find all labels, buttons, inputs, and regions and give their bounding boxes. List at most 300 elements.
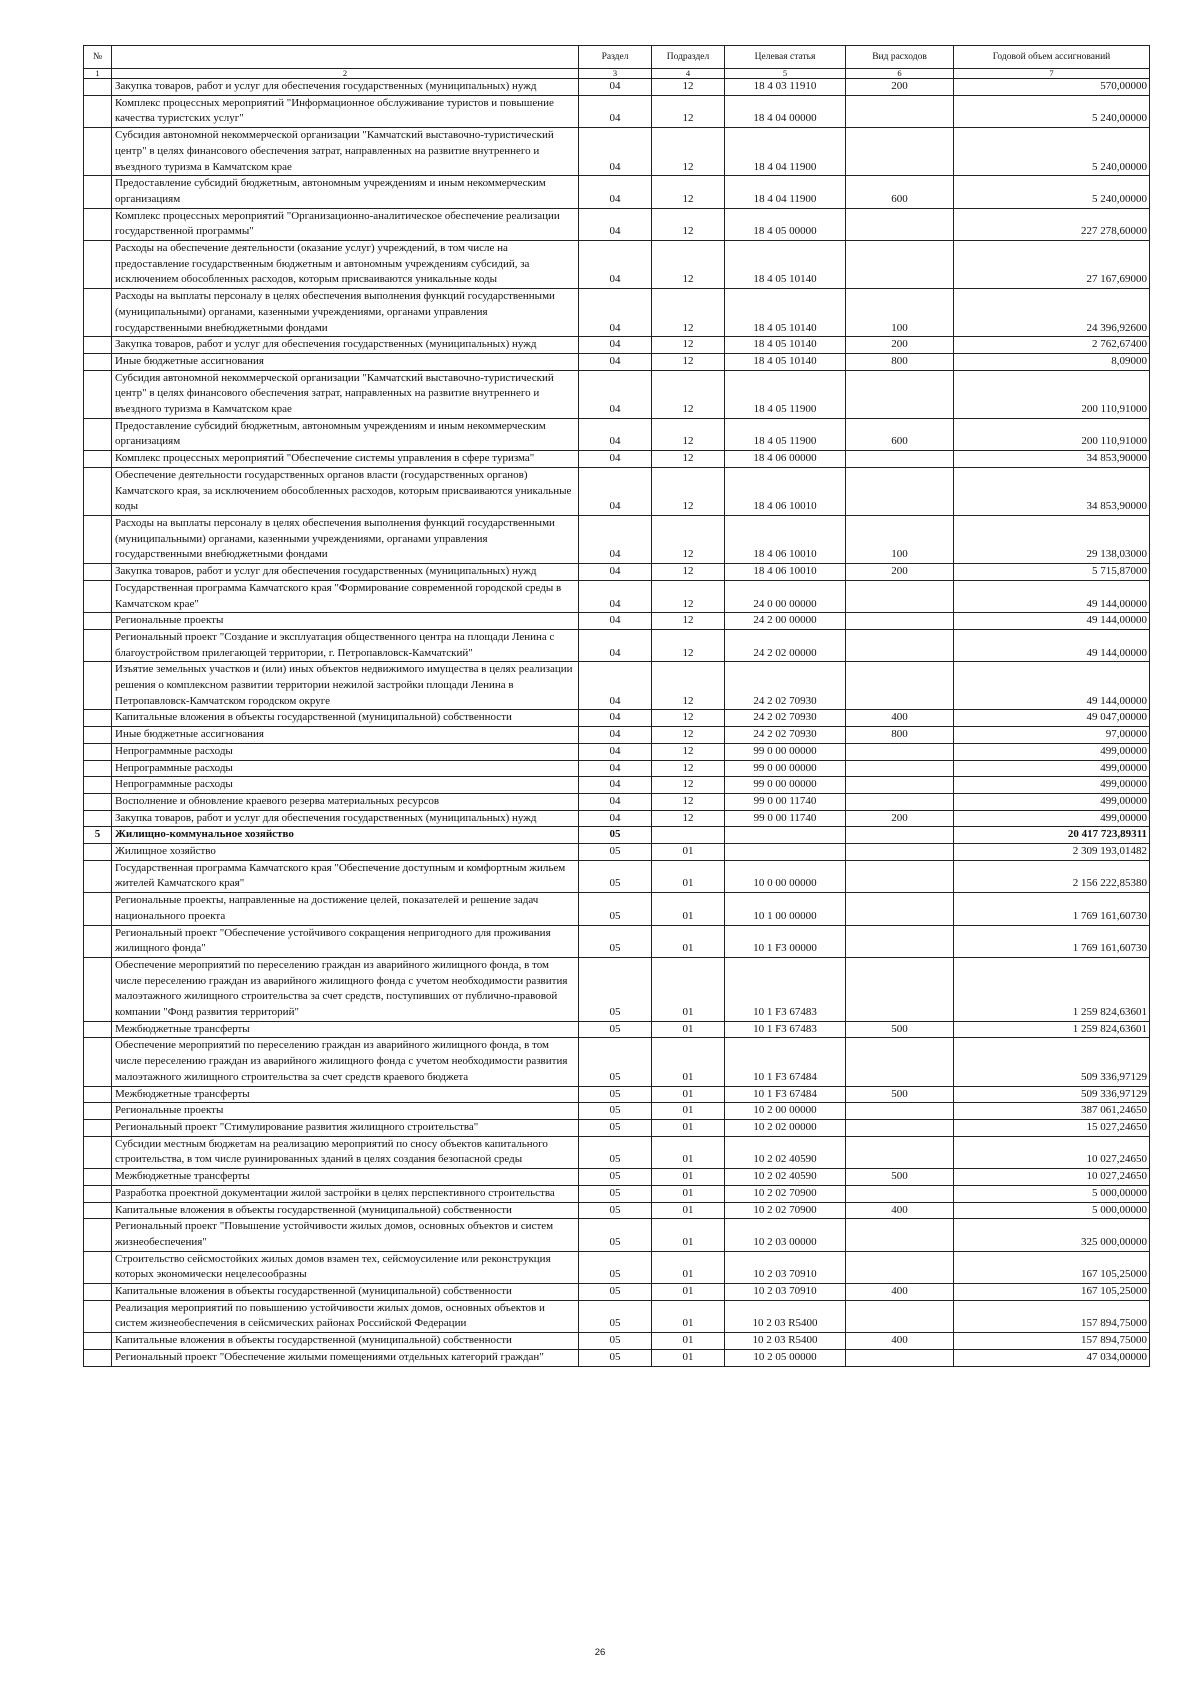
row-number [84, 925, 112, 957]
table-row [84, 337, 1150, 354]
row-number [84, 860, 112, 892]
row-expense-type: 500 [846, 1086, 954, 1103]
table-row [84, 208, 1150, 240]
row-razdel: 05 [579, 827, 652, 844]
row-amount: 2 156 222,85380 [954, 860, 1150, 892]
row-razdel: 04 [579, 580, 652, 612]
row-razdel: 04 [579, 208, 652, 240]
row-target-article: 24 0 00 00000 [725, 580, 846, 612]
row-amount: 47 034,00000 [954, 1349, 1150, 1366]
row-podrazdel: 01 [652, 1219, 725, 1251]
row-number [84, 1349, 112, 1366]
row-expense-type [846, 957, 954, 1021]
header-index-3: 3 [579, 69, 652, 79]
row-target-article: 24 2 02 00000 [725, 629, 846, 661]
row-name: Обеспечение мероприятий по переселению граждан из аварийного жилищного фонда, в том числе переселению граждан из аварийного жилищного фонда с учетом необходимости развития малоэтажного жилищного строительства за счет средств краевого бюджета [112, 1038, 579, 1086]
table-row [84, 629, 1150, 661]
row-podrazdel: 12 [652, 515, 725, 563]
row-podrazdel: 12 [652, 710, 725, 727]
table-row [84, 451, 1150, 468]
row-target-article: 10 1 00 00000 [725, 893, 846, 925]
table-row [84, 353, 1150, 370]
row-podrazdel: 12 [652, 662, 725, 710]
row-amount: 20 417 723,89311 [954, 827, 1150, 844]
row-name: Расходы на выплаты персоналу в целях обеспечения выполнения функций государственными (муниципальными) органами, казенными учреждениями, органами управления государственными внебюджетными фондами [112, 289, 579, 337]
row-name: Расходы на выплаты персоналу в целях обеспечения выполнения функций государственными (муниципальными) органами, казенными учреждениями, органами управления государственными внебюджетными фондами [112, 515, 579, 563]
row-name: Непрограммные расходы [112, 760, 579, 777]
row-podrazdel: 12 [652, 777, 725, 794]
row-expense-type [846, 1300, 954, 1332]
row-name: Субсидии местным бюджетам на реализацию мероприятий по сносу объектов капитального строительства, в том числе руинированных зданий в целях создания безопасной среды [112, 1136, 579, 1168]
row-podrazdel: 01 [652, 1251, 725, 1283]
header-podrazdel: Подраздел [652, 46, 725, 69]
row-amount: 49 144,00000 [954, 662, 1150, 710]
row-amount: 49 047,00000 [954, 710, 1150, 727]
table-row [84, 467, 1150, 515]
row-razdel: 04 [579, 337, 652, 354]
table-row [84, 1185, 1150, 1202]
table-row [84, 1086, 1150, 1103]
table-body [84, 79, 1150, 1367]
row-name: Капитальные вложения в объекты государственной (муниципальной) собственности [112, 1284, 579, 1301]
row-number [84, 370, 112, 418]
row-amount: 49 144,00000 [954, 629, 1150, 661]
row-amount: 29 138,03000 [954, 515, 1150, 563]
row-target-article: 10 0 00 00000 [725, 860, 846, 892]
row-number [84, 1333, 112, 1350]
row-razdel: 05 [579, 957, 652, 1021]
row-number [84, 353, 112, 370]
row-expense-type [846, 241, 954, 289]
table-row [84, 1103, 1150, 1120]
row-razdel: 04 [579, 451, 652, 468]
row-amount: 34 853,90000 [954, 451, 1150, 468]
budget-table-sheet [83, 45, 1149, 1367]
row-expense-type [846, 760, 954, 777]
row-target-article: 10 2 03 70910 [725, 1284, 846, 1301]
row-number [84, 289, 112, 337]
row-razdel: 04 [579, 289, 652, 337]
row-name: Закупка товаров, работ и услуг для обеспечения государственных (муниципальных) нужд [112, 810, 579, 827]
row-expense-type: 800 [846, 727, 954, 744]
row-target-article: 10 1 F3 00000 [725, 925, 846, 957]
row-amount: 8,09000 [954, 353, 1150, 370]
row-amount: 5 000,00000 [954, 1185, 1150, 1202]
row-name: Реализация мероприятий по повышению устойчивости жилых домов, основных объектов и систем жизнеобеспечения в сейсмических районах Российской Федерации [112, 1300, 579, 1332]
table-row [84, 176, 1150, 208]
row-podrazdel: 12 [652, 793, 725, 810]
row-amount: 167 105,25000 [954, 1284, 1150, 1301]
row-target-article [725, 844, 846, 861]
row-expense-type [846, 451, 954, 468]
row-target-article: 24 2 02 70930 [725, 727, 846, 744]
row-name: Капитальные вложения в объекты государственной (муниципальной) собственности [112, 1333, 579, 1350]
row-expense-type: 600 [846, 176, 954, 208]
row-target-article: 10 1 F3 67483 [725, 957, 846, 1021]
row-number [84, 1219, 112, 1251]
row-target-article: 18 4 05 10140 [725, 241, 846, 289]
row-podrazdel: 12 [652, 353, 725, 370]
row-name: Обеспечение деятельности государственных органов власти (государственных органов) Камчатского края, за исключением обособленных расходов, которым присваиваются уникальные коды [112, 467, 579, 515]
row-expense-type [846, 1038, 954, 1086]
table-row [84, 743, 1150, 760]
table-row [84, 241, 1150, 289]
header-number: № [84, 46, 112, 69]
row-razdel: 05 [579, 1169, 652, 1186]
row-amount: 499,00000 [954, 743, 1150, 760]
row-razdel: 05 [579, 1086, 652, 1103]
row-razdel: 05 [579, 893, 652, 925]
row-razdel: 04 [579, 467, 652, 515]
row-amount: 2 309 193,01482 [954, 844, 1150, 861]
table-row [84, 710, 1150, 727]
row-name: Обеспечение мероприятий по переселению граждан из аварийного жилищного фонда, в том числе переселению граждан из аварийного жилищного фонда с учетом необходимости развития малоэтажного жилищного строительства за счет средств, поступивших от публично-правовой компании "Фонд развития территорий" [112, 957, 579, 1021]
row-name: Иные бюджетные ассигнования [112, 727, 579, 744]
row-razdel: 04 [579, 79, 652, 96]
row-podrazdel: 12 [652, 418, 725, 450]
row-expense-type [846, 925, 954, 957]
row-expense-type [846, 1185, 954, 1202]
row-expense-type [846, 1136, 954, 1168]
row-target-article: 99 0 00 00000 [725, 777, 846, 794]
row-target-article: 18 4 05 11900 [725, 418, 846, 450]
row-razdel: 05 [579, 925, 652, 957]
row-amount: 49 144,00000 [954, 613, 1150, 630]
row-target-article: 18 4 05 11900 [725, 370, 846, 418]
row-expense-type [846, 827, 954, 844]
row-podrazdel: 01 [652, 860, 725, 892]
row-number [84, 629, 112, 661]
row-razdel: 04 [579, 810, 652, 827]
row-amount: 499,00000 [954, 760, 1150, 777]
header-name [112, 46, 579, 69]
row-amount: 10 027,24650 [954, 1136, 1150, 1168]
row-number [84, 1251, 112, 1283]
row-podrazdel: 01 [652, 1086, 725, 1103]
row-razdel: 05 [579, 1333, 652, 1350]
row-amount: 15 027,24650 [954, 1120, 1150, 1137]
row-expense-type: 800 [846, 353, 954, 370]
row-name: Предоставление субсидий бюджетным, автономным учреждениям и иным некоммерческим организациям [112, 176, 579, 208]
row-target-article: 18 4 06 10010 [725, 564, 846, 581]
row-target-article: 18 4 03 11910 [725, 79, 846, 96]
row-name: Государственная программа Камчатского края "Обеспечение доступным и комфортным жильем жителей Камчатского края" [112, 860, 579, 892]
row-number [84, 1284, 112, 1301]
row-razdel: 04 [579, 370, 652, 418]
row-amount: 509 336,97129 [954, 1086, 1150, 1103]
row-podrazdel: 01 [652, 1136, 725, 1168]
table-row [84, 893, 1150, 925]
table-row [84, 1202, 1150, 1219]
row-target-article: 18 4 06 00000 [725, 451, 846, 468]
row-name: Межбюджетные трансферты [112, 1169, 579, 1186]
header-expense-type: Вид расходов [846, 46, 954, 69]
row-target-article: 10 2 02 70900 [725, 1202, 846, 1219]
row-amount: 509 336,97129 [954, 1038, 1150, 1086]
table-row [84, 418, 1150, 450]
row-number [84, 810, 112, 827]
row-target-article: 99 0 00 11740 [725, 793, 846, 810]
row-amount: 49 144,00000 [954, 580, 1150, 612]
row-expense-type [846, 1103, 954, 1120]
row-expense-type: 500 [846, 1021, 954, 1038]
table-row [84, 827, 1150, 844]
row-number [84, 1103, 112, 1120]
row-expense-type: 600 [846, 418, 954, 450]
header-razdel: Раздел [579, 46, 652, 69]
row-target-article [725, 827, 846, 844]
row-name: Восполнение и обновление краевого резерва материальных ресурсов [112, 793, 579, 810]
row-target-article: 18 4 05 00000 [725, 208, 846, 240]
row-target-article: 99 0 00 00000 [725, 760, 846, 777]
header-target-article: Целевая статья [725, 46, 846, 69]
row-expense-type: 400 [846, 1333, 954, 1350]
row-number [84, 79, 112, 96]
row-podrazdel: 12 [652, 629, 725, 661]
row-number [84, 957, 112, 1021]
table-row [84, 128, 1150, 176]
table-row [84, 613, 1150, 630]
row-name: Региональный проект "Создание и эксплуатация общественного центра на площади Ленина с благоустройством прилегающей территории, г. Петропавловск-Камчатский" [112, 629, 579, 661]
row-name: Непрограммные расходы [112, 743, 579, 760]
row-podrazdel: 12 [652, 760, 725, 777]
row-amount: 1 259 824,63601 [954, 1021, 1150, 1038]
row-podrazdel: 01 [652, 893, 725, 925]
row-target-article: 18 4 05 10140 [725, 353, 846, 370]
row-number [84, 337, 112, 354]
row-amount: 227 278,60000 [954, 208, 1150, 240]
row-name: Комплекс процессных мероприятий "Информационное обслуживание туристов и повышение качества туристских услуг" [112, 95, 579, 127]
table-row [84, 957, 1150, 1021]
row-razdel: 04 [579, 793, 652, 810]
header-index-2: 2 [112, 69, 579, 79]
row-expense-type [846, 860, 954, 892]
row-expense-type [846, 1219, 954, 1251]
row-name: Межбюджетные трансферты [112, 1086, 579, 1103]
row-razdel: 05 [579, 1185, 652, 1202]
header-annual-amount: Годовой объем ассигнований [954, 46, 1150, 69]
row-expense-type [846, 580, 954, 612]
row-podrazdel: 12 [652, 370, 725, 418]
row-razdel: 04 [579, 241, 652, 289]
row-number [84, 710, 112, 727]
row-podrazdel: 12 [652, 95, 725, 127]
row-expense-type: 200 [846, 810, 954, 827]
row-podrazdel: 12 [652, 580, 725, 612]
table-row [84, 79, 1150, 96]
row-name: Закупка товаров, работ и услуг для обеспечения государственных (муниципальных) нужд [112, 337, 579, 354]
row-amount: 157 894,75000 [954, 1300, 1150, 1332]
row-expense-type [846, 128, 954, 176]
row-name: Региональные проекты, направленные на достижение целей, показателей и решение задач национального проекта [112, 893, 579, 925]
row-podrazdel: 01 [652, 1120, 725, 1137]
row-razdel: 04 [579, 629, 652, 661]
row-target-article: 10 2 00 00000 [725, 1103, 846, 1120]
row-target-article: 18 4 04 11900 [725, 128, 846, 176]
row-razdel: 05 [579, 860, 652, 892]
row-number [84, 1120, 112, 1137]
row-number [84, 451, 112, 468]
row-podrazdel: 01 [652, 1333, 725, 1350]
row-number [84, 418, 112, 450]
table-row [84, 515, 1150, 563]
table-row [84, 1333, 1150, 1350]
table-row [84, 1169, 1150, 1186]
table-row [84, 1219, 1150, 1251]
row-amount: 499,00000 [954, 777, 1150, 794]
row-podrazdel: 01 [652, 1300, 725, 1332]
row-razdel: 05 [579, 1103, 652, 1120]
row-razdel: 04 [579, 418, 652, 450]
table-row [84, 1284, 1150, 1301]
row-target-article: 10 2 02 40590 [725, 1169, 846, 1186]
row-name: Капитальные вложения в объекты государственной (муниципальной) собственности [112, 710, 579, 727]
table-row [84, 1300, 1150, 1332]
row-number [84, 1086, 112, 1103]
row-number [84, 844, 112, 861]
row-podrazdel: 12 [652, 337, 725, 354]
row-expense-type: 500 [846, 1169, 954, 1186]
row-amount: 499,00000 [954, 793, 1150, 810]
row-number [84, 613, 112, 630]
row-name: Непрограммные расходы [112, 777, 579, 794]
table-row [84, 1136, 1150, 1168]
row-name: Строительство сейсмостойких жилых домов взамен тех, сейсмоусиление или реконструкция которых экономически нецелесообразны [112, 1251, 579, 1283]
row-target-article: 18 4 04 00000 [725, 95, 846, 127]
row-podrazdel: 12 [652, 451, 725, 468]
table-row [84, 1120, 1150, 1137]
row-number [84, 176, 112, 208]
row-amount: 34 853,90000 [954, 467, 1150, 515]
row-name: Капитальные вложения в объекты государственной (муниципальной) собственности [112, 1202, 579, 1219]
row-number [84, 1185, 112, 1202]
row-podrazdel: 12 [652, 467, 725, 515]
row-expense-type [846, 370, 954, 418]
row-number [84, 777, 112, 794]
row-expense-type [846, 613, 954, 630]
row-target-article: 10 2 02 70900 [725, 1185, 846, 1202]
row-amount: 387 061,24650 [954, 1103, 1150, 1120]
row-number [84, 1300, 112, 1332]
row-amount: 5 240,00000 [954, 128, 1150, 176]
row-number [84, 208, 112, 240]
row-podrazdel: 12 [652, 743, 725, 760]
row-expense-type: 100 [846, 515, 954, 563]
row-amount: 10 027,24650 [954, 1169, 1150, 1186]
row-podrazdel: 01 [652, 1185, 725, 1202]
row-number [84, 793, 112, 810]
row-target-article: 99 0 00 00000 [725, 743, 846, 760]
row-name: Государственная программа Камчатского края "Формирование современной городской среды в Камчатском крае" [112, 580, 579, 612]
row-podrazdel: 12 [652, 208, 725, 240]
row-amount: 570,00000 [954, 79, 1150, 96]
row-amount: 200 110,91000 [954, 418, 1150, 450]
row-expense-type [846, 793, 954, 810]
row-number [84, 95, 112, 127]
row-target-article: 10 2 02 00000 [725, 1120, 846, 1137]
page-number: 26 [594, 1647, 606, 1658]
header-index-7: 7 [954, 69, 1150, 79]
row-number [84, 128, 112, 176]
row-number: 5 [84, 827, 112, 844]
row-name: Иные бюджетные ассигнования [112, 353, 579, 370]
row-target-article: 99 0 00 11740 [725, 810, 846, 827]
budget-table [83, 45, 1150, 1367]
row-expense-type [846, 629, 954, 661]
row-amount: 499,00000 [954, 810, 1150, 827]
row-name: Разработка проектной документации жилой застройки в целях перспективного строительства [112, 1185, 579, 1202]
row-razdel: 05 [579, 1136, 652, 1168]
row-podrazdel: 12 [652, 79, 725, 96]
row-name: Предоставление субсидий бюджетным, автономным учреждениям и иным некоммерческим организациям [112, 418, 579, 450]
row-name: Жилищно-коммунальное хозяйство [112, 827, 579, 844]
row-expense-type [846, 844, 954, 861]
row-expense-type [846, 777, 954, 794]
row-razdel: 04 [579, 727, 652, 744]
table-row [84, 564, 1150, 581]
table-row [84, 1021, 1150, 1038]
row-expense-type [846, 1120, 954, 1137]
row-number [84, 467, 112, 515]
row-target-article: 10 1 F3 67484 [725, 1038, 846, 1086]
row-expense-type [846, 743, 954, 760]
header-index-4: 4 [652, 69, 725, 79]
row-amount: 167 105,25000 [954, 1251, 1150, 1283]
row-expense-type: 100 [846, 289, 954, 337]
row-name: Межбюджетные трансферты [112, 1021, 579, 1038]
table-row [84, 580, 1150, 612]
row-podrazdel: 12 [652, 128, 725, 176]
row-target-article: 10 2 05 00000 [725, 1349, 846, 1366]
row-podrazdel: 12 [652, 564, 725, 581]
row-target-article: 10 1 F3 67484 [725, 1086, 846, 1103]
row-number [84, 1038, 112, 1086]
row-name: Региональные проекты [112, 1103, 579, 1120]
row-razdel: 05 [579, 1251, 652, 1283]
row-expense-type: 400 [846, 1202, 954, 1219]
row-podrazdel: 12 [652, 241, 725, 289]
row-name: Закупка товаров, работ и услуг для обеспечения государственных (муниципальных) нужд [112, 564, 579, 581]
row-name: Субсидия автономной некоммерческой организации "Камчатский выставочно-туристический центр" в целях финансового обеспечения затрат, направленных на развитие внутреннего и въездного туризма в Камчатском крае [112, 370, 579, 418]
row-amount: 325 000,00000 [954, 1219, 1150, 1251]
row-number [84, 580, 112, 612]
row-name: Расходы на обеспечение деятельности (оказание услуг) учреждений, в том числе на предоставление государственным бюджетным и автономным учреждениям субсидий, за исключением обособленных расходов, которым присваиваются уникальные коды [112, 241, 579, 289]
row-number [84, 515, 112, 563]
table-row [84, 95, 1150, 127]
row-target-article: 10 2 03 R5400 [725, 1333, 846, 1350]
row-razdel: 04 [579, 760, 652, 777]
row-amount: 5 715,87000 [954, 564, 1150, 581]
table-row [84, 844, 1150, 861]
row-name: Комплекс процессных мероприятий "Обеспечение системы управления в сфере туризма" [112, 451, 579, 468]
row-target-article: 18 4 06 10010 [725, 515, 846, 563]
row-razdel: 04 [579, 176, 652, 208]
row-podrazdel: 12 [652, 810, 725, 827]
header-index-6: 6 [846, 69, 954, 79]
row-podrazdel: 01 [652, 1349, 725, 1366]
row-expense-type: 200 [846, 79, 954, 96]
row-amount: 5 000,00000 [954, 1202, 1150, 1219]
row-razdel: 04 [579, 353, 652, 370]
row-razdel: 05 [579, 844, 652, 861]
row-target-article: 18 4 05 10140 [725, 289, 846, 337]
row-razdel: 05 [579, 1300, 652, 1332]
row-target-article: 10 2 03 00000 [725, 1219, 846, 1251]
row-name: Изъятие земельных участков и (или) иных объектов недвижимого имущества в целях реализации решения о комплексном развитии территории нежилой застройки площади Ленина в Петропавловск-Камчатском городском округе [112, 662, 579, 710]
table-row [84, 727, 1150, 744]
row-target-article: 24 2 02 70930 [725, 710, 846, 727]
row-podrazdel: 12 [652, 613, 725, 630]
